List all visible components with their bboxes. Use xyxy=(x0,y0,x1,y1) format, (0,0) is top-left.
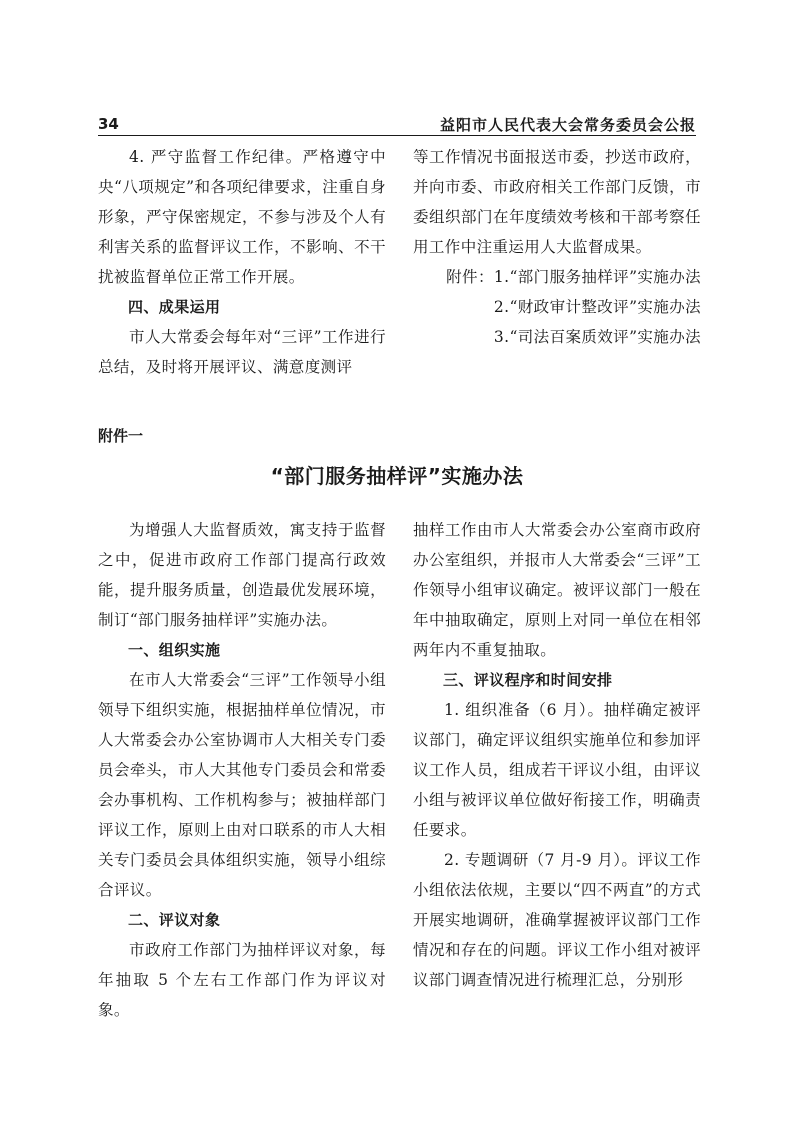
paragraph: 2. 专题调研（7 月-9 月）。评议工作小组依法依规，主要以“四不两直”的方式开展实地调研，准确掌握被评议部门工作情况和存在的问题。评议工作小组对被评议部门调查情况进行梳理汇总，分别形 xyxy=(413,851,701,989)
paragraph: 在市人大常委会“三评”工作领导小组领导下组织实施，根据抽样单位情况，市人大常委会办公室协调市人大相关专门委员会牵头，市人大其他专门委员会和常委会办事机构、工作机构参与；被抽样部门评议工作，原则上由对口联系的市人大相关专门委员会具体组织实施，领导小组综合评议。 xyxy=(98,671,386,899)
appendix-label: 附件一 xyxy=(98,427,144,445)
paragraph-continuation: 抽样工作由市人大常委会办公室商市政府办公室组织，并报市人大常委会“三评”工作领导小组审议确定。被评议部门一般在年中抽取确定，原则上对同一单位在相邻两年内不重复抽取。 xyxy=(413,521,701,659)
section-heading: 一、组织实施 xyxy=(128,641,221,659)
journal-title: 益阳市人民代表大会常务委员会公报 xyxy=(439,116,696,134)
paragraph: 市政府工作部门为抽样评议对象，每年抽取 5 个左右工作部门作为评议对象。 xyxy=(98,941,386,1019)
bottom-right-column xyxy=(413,515,701,995)
paragraph: 市人大常委会每年对“三评”工作进行总结，及时将开展评议、满意度测评 xyxy=(98,328,386,376)
page-header xyxy=(98,113,696,136)
paragraph: 1. 组织准备（6 月）。抽样确定被评议部门，确定评议组织实施单位和参加评议工作人员，组成若干评议小组，由评议小组与被评议单位做好衔接工作，明确责任要求。 xyxy=(413,701,701,839)
paragraph-continuation: 等工作情况书面报送市委，抄送市政府，并向市委、市政府相关工作部门反馈，市委组织部门在年度绩效考核和干部考察任用工作中注重运用人大监督成果。 xyxy=(413,148,701,256)
section-heading: 三、评议程序和时间安排 xyxy=(443,671,613,689)
top-right-column xyxy=(413,142,701,352)
document-title: “部门服务抽样评”实施办法 xyxy=(270,464,524,488)
page-number: 34 xyxy=(98,115,119,133)
section-heading: 四、成果运用 xyxy=(128,298,221,316)
attachment-item: 2.“财政审计整改评”实施办法 xyxy=(493,298,701,316)
bottom-left-column xyxy=(98,515,386,1025)
paragraph: 为增强人大监督质效，寓支持于监督之中，促进市政府工作部门提高行政效能，提升服务质量，创造最优发展环境，制订“部门服务抽样评”实施办法。 xyxy=(98,521,386,629)
top-left-column xyxy=(98,142,386,382)
attachment-item: 附件：1.“部门服务抽样评”实施办法 xyxy=(446,268,701,286)
attachment-item: 3.“司法百案质效评”实施办法 xyxy=(493,328,701,346)
section-heading: 二、评议对象 xyxy=(128,911,221,929)
paragraph: 4. 严守监督工作纪律。严格遵守中央“八项规定”和各项纪律要求，注重自身形象，严守保密规定，不参与涉及个人有利害关系的监督评议工作，不影响、不干扰被监督单位正常工作开展。 xyxy=(98,148,386,286)
